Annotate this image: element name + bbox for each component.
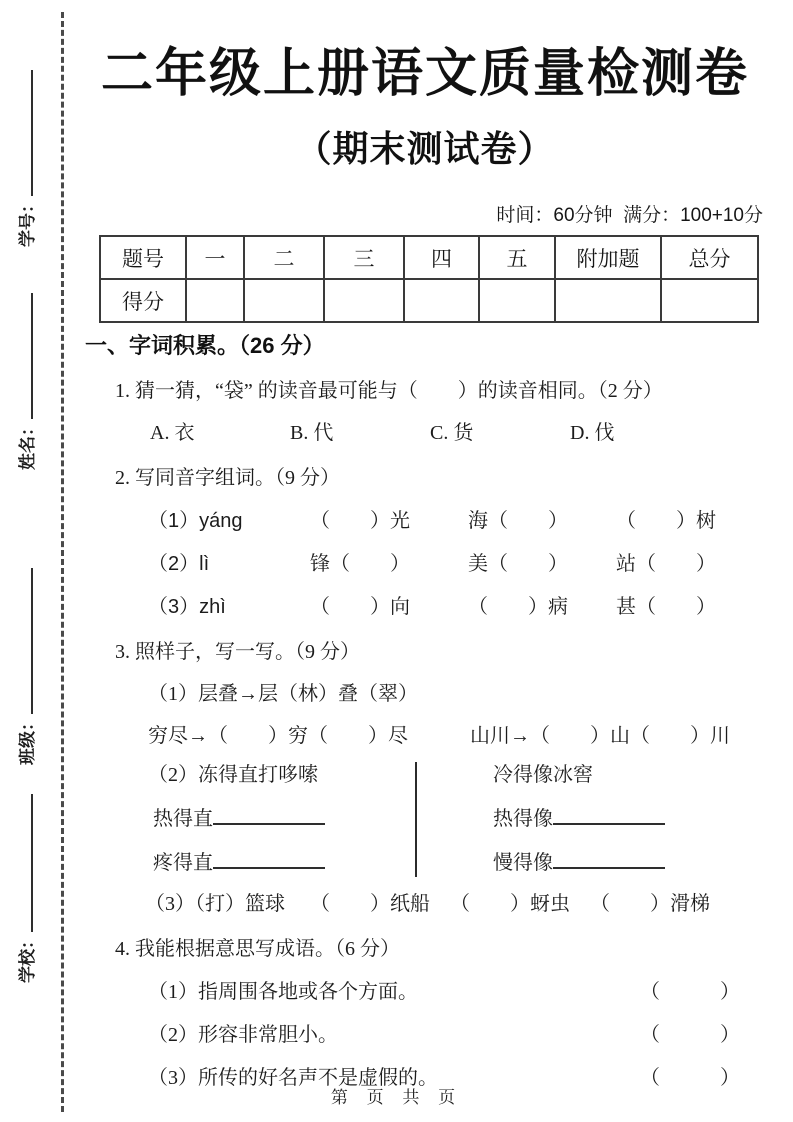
q2-row-1: [148, 508, 765, 535]
score-cell: [404, 279, 479, 322]
q3-part1-right: 山川→（ ）山（ ）川: [470, 725, 730, 748]
q3-stem: 3. 照样子，写一写。（9 分）: [115, 641, 360, 664]
q3-right-row1-text: 热得像: [493, 808, 553, 831]
score-cell: [479, 279, 555, 322]
answer-blank: [553, 803, 665, 825]
q3-part2-right-row1: [493, 803, 665, 833]
q3-part1-row: [148, 723, 765, 750]
q2-row-2: [148, 551, 765, 578]
score-header-cell: 四: [404, 236, 479, 279]
q3-left-row2-text: 疼得直: [153, 852, 213, 875]
q2-row1-item2: 海（ ）: [468, 510, 568, 533]
score-header-cell: 一: [186, 236, 244, 279]
q3-left-row1-text: 热得直: [153, 808, 213, 831]
q2-row2-pinyin: （2）lì: [148, 553, 210, 576]
q3-part3-item3: （ ）蚜虫: [450, 893, 570, 916]
q1-options-row: [150, 420, 765, 447]
score-table-score-row: [100, 279, 758, 322]
score-cell: [244, 279, 324, 322]
q3-part2-left-example: （2）冻得直打哆嗦: [148, 764, 318, 787]
name-label: 姓名：: [18, 419, 37, 470]
answer-blank: [213, 803, 325, 825]
q4-item3-blank: （ ）: [640, 1067, 740, 1090]
q3-part2-divider-line: [415, 762, 417, 877]
q3-part3-row: [145, 891, 765, 918]
score-table-header-row: [100, 236, 758, 279]
q1-option-c: C. 货: [430, 422, 474, 445]
page-footer: 第 页 共 页: [330, 1088, 463, 1107]
q3-part2-left-row1: [148, 803, 415, 833]
name-blank: [14, 293, 33, 419]
q3-part2-right-example: 冷得像冰窖: [493, 764, 593, 787]
page-subtitle: （期末测试卷）: [295, 128, 555, 170]
score-cell: [555, 279, 661, 322]
score-header-cell: 题号: [100, 236, 186, 279]
q1-option-a: A. 衣: [150, 422, 195, 445]
q3-part3-item2: （ ）纸船: [310, 893, 430, 916]
q2-row1-item3: （ ）树: [616, 510, 716, 533]
q2-row2-item3: 站（ ）: [616, 553, 716, 576]
main-content: [85, 0, 765, 1092]
score-row-label: 得分: [100, 279, 186, 322]
margin-field-school: [14, 794, 42, 983]
answer-blank: [213, 847, 325, 869]
q3-part1-left: 穷尽→（ ）穷（ ）尽: [148, 725, 408, 748]
q2-row1-pinyin: （1）yáng: [148, 510, 243, 533]
score-header-cell: 附加题: [555, 236, 661, 279]
score-header-cell: 二: [244, 236, 324, 279]
q3-part2-left-column: [148, 762, 415, 877]
score-cell: [324, 279, 404, 322]
q3-part2-left-row2: [148, 847, 415, 877]
q2-row3-item3: 甚（ ）: [616, 596, 716, 619]
score-cell: [661, 279, 758, 322]
q2-row3-pinyin: （3）zhì: [148, 596, 226, 619]
q3-part3-item1: （3）（打）篮球: [145, 893, 285, 916]
q4-item-2: [148, 1022, 740, 1049]
section-one-heading: 一、字词积累。（26 分）: [85, 333, 325, 359]
score-header-cell: 三: [324, 236, 404, 279]
q2-row-3: [148, 594, 765, 621]
margin-field-class: [14, 568, 42, 765]
student-id-blank: [14, 70, 33, 196]
score-header-cell: 总分: [661, 236, 758, 279]
q3-part2-block: [148, 762, 765, 877]
answer-blank: [553, 847, 665, 869]
q3-part3-item4: （ ）滑梯: [590, 893, 710, 916]
q1-option-d: D. 伐: [570, 422, 615, 445]
q2-row3-item2: （ ）病: [468, 596, 568, 619]
q4-stem: 4. 我能根据意思写成语。（6 分）: [115, 938, 400, 961]
class-label: 班级：: [18, 714, 37, 765]
q2-row1-item1: （ ）光: [310, 510, 410, 533]
q4-item1-blank: （ ）: [640, 981, 740, 1004]
margin-field-name: [14, 293, 42, 470]
q2-stem: 2. 写同音字组词。（9 分）: [115, 467, 340, 490]
q4-item-1: [148, 979, 740, 1006]
margin-field-student-id: [14, 70, 42, 247]
q2-row3-item1: （ ）向: [310, 596, 410, 619]
q4-item3-text: （3）所传的好名声不是虚假的。: [148, 1067, 438, 1090]
score-cell: [186, 279, 244, 322]
q3-part1-example: （1）层叠→层（林）叠（翠）: [148, 683, 418, 706]
q3-part2-right-column: [493, 762, 665, 877]
q4-item1-text: （1）指周围各地或各个方面。: [148, 981, 418, 1004]
q1-option-b: B. 代: [290, 422, 334, 445]
score-table: [99, 235, 759, 323]
q2-row2-item2: 美（ ）: [468, 553, 568, 576]
seal-dashed-line: [61, 12, 64, 1112]
page-title: 二年级上册语文质量检测卷: [100, 45, 749, 103]
school-blank: [14, 794, 33, 932]
q1-stem: 1. 猜一猜，“袋” 的读音最可能与（ ）的读音相同。（2 分）: [115, 380, 663, 403]
q4-item2-blank: （ ）: [640, 1024, 740, 1047]
student-id-label: 学号：: [18, 196, 37, 247]
q4-item2-text: （2）形容非常胆小。: [148, 1024, 338, 1047]
score-header-cell: 五: [479, 236, 555, 279]
school-label: 学校：: [18, 932, 37, 983]
q3-right-row2-text: 慢得像: [493, 852, 553, 875]
q2-row2-item1: 锋（ ）: [310, 553, 410, 576]
q3-part2-right-row2: [493, 847, 665, 877]
class-blank: [14, 568, 33, 714]
exam-meta: 时间：60分钟 满分：100+10分: [496, 205, 763, 227]
